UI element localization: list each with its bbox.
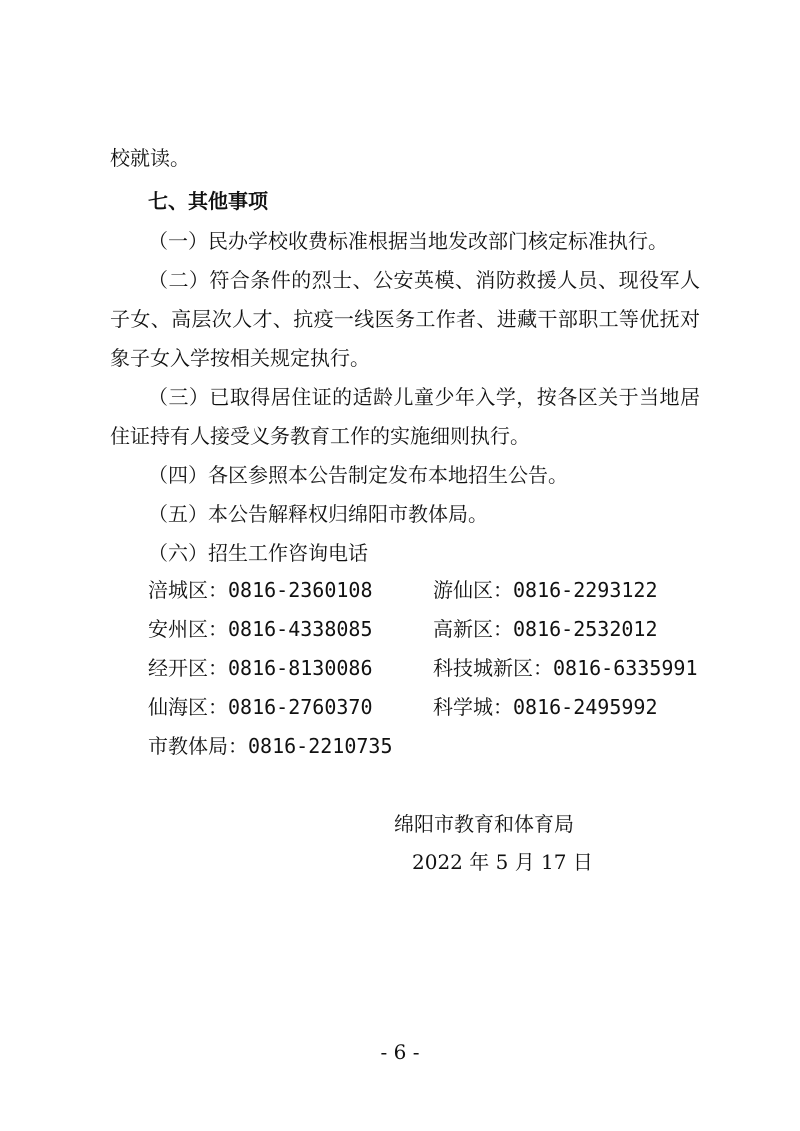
page-number: - 6 - [380, 1040, 420, 1064]
contact-label: 安州区： [148, 617, 228, 641]
signature-org: 绵阳市教育和体育局 [394, 812, 574, 836]
item-5-line-1: （五）本公告解释权归绵阳市教体局。 [148, 502, 488, 526]
contact-shijiaotiju [148, 734, 393, 758]
contact-fucheng [148, 578, 373, 602]
contact-phone: 0816-2532012 [513, 617, 658, 641]
contact-jingkai [148, 656, 373, 680]
contact-label: 涪城区： [148, 578, 228, 602]
contact-phone: 0816-2210735 [248, 734, 393, 758]
contact-phone: 0816-8130086 [228, 656, 373, 680]
contact-phone: 0816-2293122 [513, 578, 658, 602]
contact-gaoxin [433, 617, 658, 641]
section-heading: 七、其他事项 [148, 189, 268, 213]
item-3-line-2: 住证持有人接受义务教育工作的实施细则执行。 [110, 424, 530, 448]
item-2-line-3: 象子女入学按相关规定执行。 [110, 346, 370, 370]
contact-kexuecheng [433, 695, 658, 719]
continuation-line: 校就读。 [110, 146, 190, 170]
contact-label: 游仙区： [433, 578, 513, 602]
item-3-line-1: （三）已取得居住证的适龄儿童少年入学，按各区关于当地居 [148, 385, 700, 409]
contact-anzhou [148, 617, 373, 641]
contact-xianhai [148, 695, 373, 719]
item-2-line-1: （二）符合条件的烈士、公安英模、消防救援人员、现役军人 [148, 268, 700, 292]
contact-label: 仙海区： [148, 695, 228, 719]
contact-kejicheng-xinqu [433, 656, 698, 680]
item-1-line-1: （一）民办学校收费标准根据当地发改部门核定标准执行。 [148, 229, 668, 253]
contact-phone: 0816-2360108 [228, 578, 373, 602]
contact-label: 市教体局： [148, 734, 248, 758]
item-2-line-2: 子女、高层次人才、抗疫一线医务工作者、进藏干部职工等优抚对 [110, 307, 700, 331]
contact-label: 科技城新区： [433, 656, 553, 680]
contact-phone: 0816-4338085 [228, 617, 373, 641]
contact-youxian [433, 578, 658, 602]
signature-date: 2022 年 5 月 17 日 [412, 850, 593, 874]
item-6-line-1: （六）招生工作咨询电话 [148, 541, 368, 565]
contact-label: 经开区： [148, 656, 228, 680]
contact-label: 科学城： [433, 695, 513, 719]
contact-label: 高新区： [433, 617, 513, 641]
contact-phone: 0816-2760370 [228, 695, 373, 719]
item-4-line-1: （四）各区参照本公告制定发布本地招生公告。 [148, 463, 568, 487]
contact-phone: 0816-6335991 [553, 656, 698, 680]
contact-phone: 0816-2495992 [513, 695, 658, 719]
